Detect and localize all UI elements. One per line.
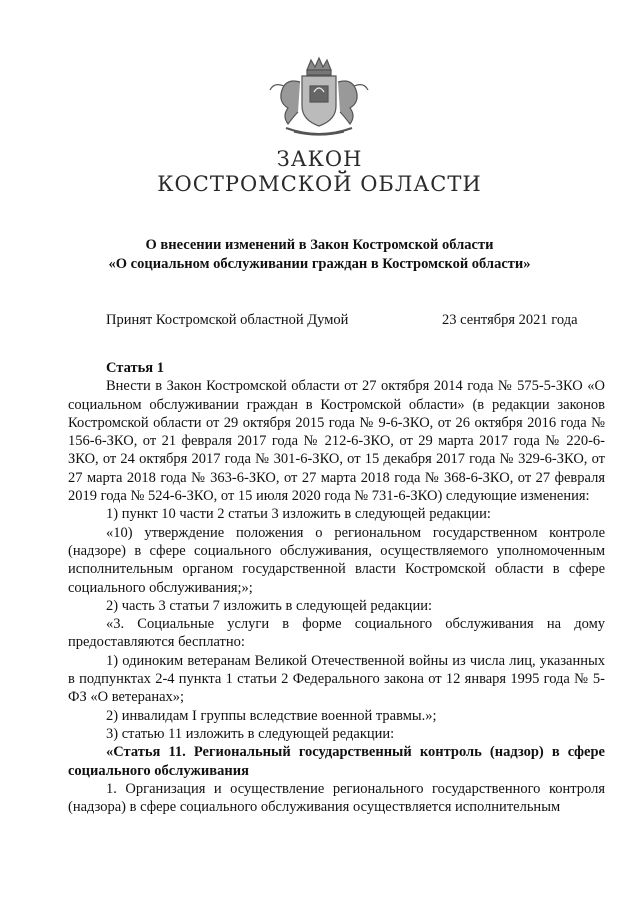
coat-of-arms-icon	[264, 56, 374, 140]
region-title: КОСТРОМСКОЙ ОБЛАСТИ	[157, 172, 482, 196]
law-heading-line1: О внесении изменений в Закон Костромской области	[145, 237, 494, 253]
law-body	[68, 359, 605, 816]
article-title: Статья 1	[106, 360, 164, 376]
law-heading-line2: «О социальном обслуживании граждан в Костромской области»	[108, 256, 531, 272]
adopted-date: 23 сентября 2021 года	[442, 312, 578, 328]
adopted-by: Принят Костромской областной Думой	[106, 312, 349, 328]
article-11-paragraph-1: 1. Организация и осуществление регионального государственного контроля (надзора) в сфере социального обслуживания осуществляется исполнительным	[68, 780, 605, 816]
article-intro: Внести в Закон Костромской области от 27 октября 2014 года № 575-5-ЗКО «О социальном обслуживании граждан в Костромской области» (в редакции законов Костромской области от 29 октября 2015 года № 9-6-ЗКО, от 26 октября 2016 года № 156-6-ЗКО, от 21 февраля 2017 года № 212-6-ЗКО, от 29 марта 2017 года № 220-6-ЗКО, от 24 октября 2017 года № 301-6-ЗКО, от 15 декабря 2017 года № 329-6-ЗКО, от 27 марта 2018 года № 363-6-ЗКО, от 27 марта 2018 года № 368-6-ЗКО, от 27 февраля 2019 года № 524-6-ЗКО, от 15 июля 2020 года № 731-6-ЗКО) следующие изменения:	[68, 378, 605, 505]
item-2-sub-1: 1) одиноким ветеранам Великой Отечественной войны из числа лиц, указанных в подпунктах 2-4 пункта 1 статьи 2 Федерального закона от 12 января 1995 года № 5-ФЗ «О ветеранах»;	[68, 652, 605, 706]
article-11-title: «Статья 11. Региональный государственный контроль (надзор) в сфере социального обслуживания	[68, 744, 605, 779]
item-2-text: «3. Социальные услуги в форме социального обслуживания на дому предоставляются бесплатно:	[68, 616, 605, 651]
law-title: ЗАКОН	[276, 147, 363, 171]
item-1-text: «10) утверждение положения о региональном государственном контроле (надзоре) в сфере социального обслуживания, осуществляемого уполномоченным исполнительным органом государственной власти Костромской области в сфере социального обслуживания;»;	[68, 524, 605, 596]
item-1: 1) пункт 10 части 2 статьи 3 изложить в следующей редакции:	[106, 506, 491, 523]
item-3: 3) статью 11 изложить в следующей редакции:	[106, 725, 395, 742]
item-2-sub-2: 2) инвалидам I группы вследствие военной травмы.»;	[106, 707, 437, 724]
item-2: 2) часть 3 статьи 7 изложить в следующей редакции:	[106, 597, 432, 614]
